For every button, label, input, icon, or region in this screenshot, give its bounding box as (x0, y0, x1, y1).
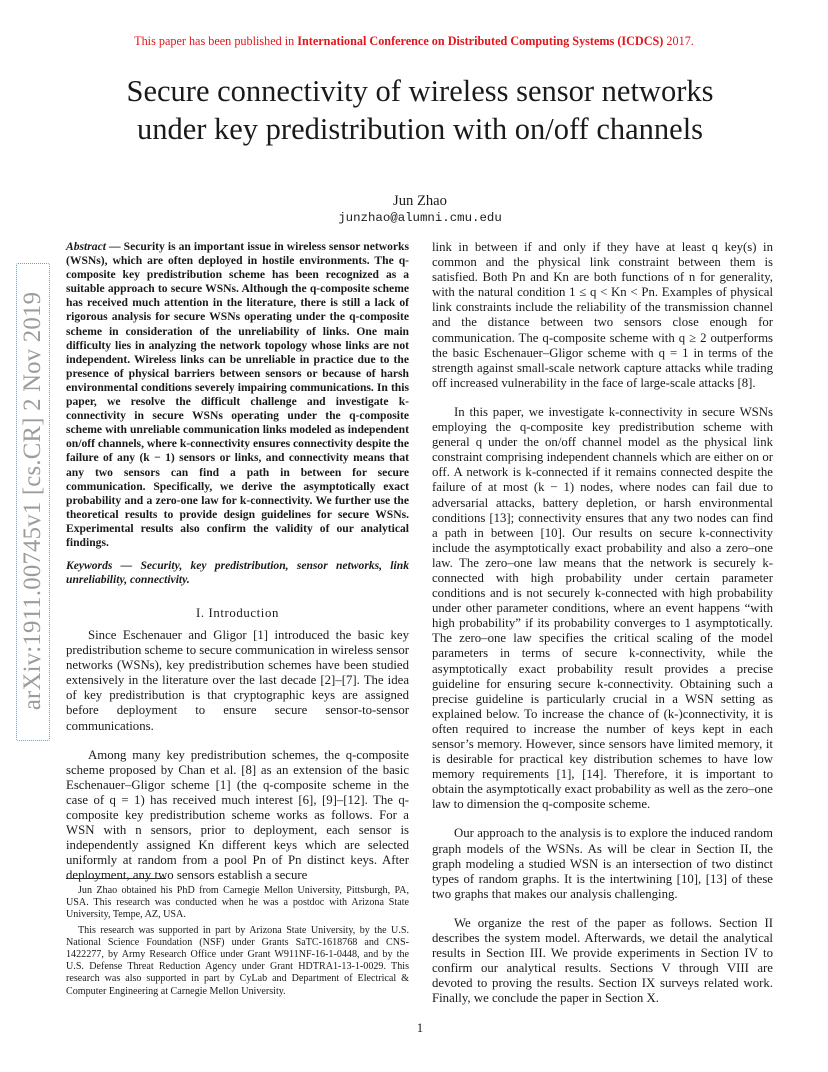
author-name: Jun Zhao (393, 193, 447, 209)
notice-suffix: 2017. (663, 34, 694, 48)
arxiv-stamp[interactable] (16, 263, 52, 741)
keywords-label: Keywords (66, 559, 113, 572)
footnote-funding: This research was supported in part by Arizona State University, by the U.S. National Science Foundation (NSF) under Grants SaTC-1618768 and CNS-1422277, by Army Research Office under Grant W911NF-16-1-0448, and by the U.S. Defense Threat Reduction Agency under Grant HDTRA1-13-1-0029. This research was also supported in part by CyLab and Department of Electrical & Computer Engineering at Carnegie Mellon University. (66, 924, 409, 997)
abstract-label: Abstract (66, 240, 106, 253)
right-paragraph-1: link in between if and only if they have at least q key(s) in common and the physical link constraint between them is satisfied. Both Pn and Kn are both functions of n for generality, with the natural condition 1 ≤ q < Kn < Pn. Examples of physical link constraints include the reliability of the transmission channel and the distance between two sensors close enough for communication. The q-composite scheme with q ≥ 2 outperforms the basic Eschenauer–Gligor scheme with q = 1 in terms of the strength against small-scale network capture attacks while trading off increased vulnerability in the face of large-scale attacks [8]. (432, 240, 773, 390)
footnote-divider (66, 878, 166, 879)
publication-notice (0, 34, 828, 49)
paper-title (60, 72, 780, 148)
notice-venue[interactable]: International Conference on Distributed Computing Systems (ICDCS) (297, 34, 664, 48)
right-paragraph-4: We organize the rest of the paper as follows. Section II describes the system model. Afterwards, we detail the analytical results in Section III. We provide experiments in Section IV to confirm our analytical results. Sections V through VIII are devoted to proving the results. Section IX surveys related work. Finally, we conclude the paper in Section X. (432, 915, 773, 1006)
page-number: 1 (416, 1021, 424, 1035)
right-paragraph-2: In this paper, we investigate k-connectivity in secure WSNs employing the q-composite key predistribution scheme with general q under the on/off channel model as the physical link constraint comprising independent channels which are either on or off. A network is k-connected if it remains connected despite the failure of at most (k − 1) nodes, where nodes can fail due to adversarial attacks, battery depletion, or harsh environmental conditions [13]; connectivity ensures that any two nodes can find a path in between [10]. Our results on secure k-connectivity include the asymptotically exact probability and also a zero–one law. The zero–one law means that the network is securely k-connected with high probability under certain parameter conditions and is not securely k-connected with high probability under other parameter conditions, where an event happens “with high probability” if its probability converges to 1 asymptotically. The zero–one law specifies the critical scaling of the model parameters in terms of secure k-connectivity, while the asymptotically exact probability result provides a precise guideline for ensuring secure k-connectivity. Obtaining such a precise guideline is particularly crucial in a WSN setting as explained below. To increase the chance of (k-)connectivity, it is often required to increase the number of keys kept in each sensor’s memory. However, since sensors have limited memory, it is desirable for practical key distribution schemes to have low memory requirements [1], [14]. Therefore, it is important to obtain the asymptotically exact probability as well as the zero–one law to dimension the q-composite scheme. (432, 404, 773, 812)
author-email[interactable]: junzhao@alumni.cmu.edu (338, 211, 502, 225)
footnote-affiliation: Jun Zhao obtained his PhD from Carnegie Mellon University, Pittsburgh, PA, USA. This research was conducted when he was a postdoc with Arizona State University, Tempe, AZ, USA. (66, 885, 409, 921)
intro-paragraph-2: Among many key predistribution schemes, the q-composite scheme proposed by Chan et al. [8] as an extension of the basic Eschenauer–Gligor scheme [1] (the q-composite scheme in the case of q = 1) has received much interest [6], [9]–[12]. The q-composite key predistribution scheme works as follows. For a WSN with n sensors, prior to deployment, each sensor is independently assigned Kn different keys which are selected uniformly at random from a pool Pn of Pn distinct keys. After deployment, any two sensors establish a secure (66, 747, 409, 883)
right-column (432, 240, 773, 1007)
arxiv-stamp-text: arXiv:1911.00745v1 [cs.CR] 2 Nov 2019 (19, 291, 46, 711)
keywords-text: — Security, key predistribution, sensor networks, link unreliability, connectivity. (66, 559, 409, 587)
abstract (66, 240, 409, 550)
intro-left-column (66, 628, 409, 884)
title-line-2: under key predistribution with on/off channels (136, 112, 704, 146)
right-paragraph-3: Our approach to the analysis is to explore the induced random graph models of the WSNs. As will be clear in Section II, the graph modeling a studied WSN is an intersection of two distinct types of random graphs. It is the intertwining [10], [13] of these two graphs that makes our analysis challenging. (432, 826, 773, 901)
keywords (66, 559, 409, 587)
footnotes (66, 885, 409, 1001)
abstract-text: — Security is an important issue in wireless sensor networks (WSNs), which are often deployed in hostile environments. The q-composite key predistribution scheme has been recognized as a suitable approach to secure WSNs. Although the q-composite scheme has received much attention in the literature, there is still a lack of rigorous analysis for secure WSNs operating under the q-composite scheme in consideration of the unreliability of links. One main difficulty lies in analyzing the network topology whose links are not independent. Wireless links can be unreliable in practice due to the presence of physical barriers between sensors or because of harsh environmental conditions severely impairing communications. In this paper, we resolve the difficult challenge and investigate k-connectivity in secure WSNs operating under the q-composite scheme with unreliable communication links modeled as independent on/off channels, where k-connectivity ensures connectivity despite the failure of any (k − 1) sensors or links, and connectivity means that any two sensors can find a path in between for secure communication. Specifically, we derive the asymptotically exact probability and a zero-one law for k-connectivity. We further use the theoretical results to provide design guidelines for secure WSNs. Experimental results also confirm the validity of our analytical findings. (66, 240, 409, 549)
title-line-1: Secure connectivity of wireless sensor networks (126, 74, 714, 108)
notice-prefix: This paper has been published in (134, 34, 298, 48)
section-heading-introduction: I. Introduction (196, 606, 279, 620)
intro-paragraph-1: Since Eschenauer and Gligor [1] introduced the basic key predistribution scheme to secure communication in wireless sensor networks (WSNs), key predistribution schemes have been studied extensively in the literature over the last decade [2]–[7]. The idea of key predistribution is that cryptographic keys are assigned before deployment to ensure secure sensor-to-sensor communications. (66, 628, 409, 733)
